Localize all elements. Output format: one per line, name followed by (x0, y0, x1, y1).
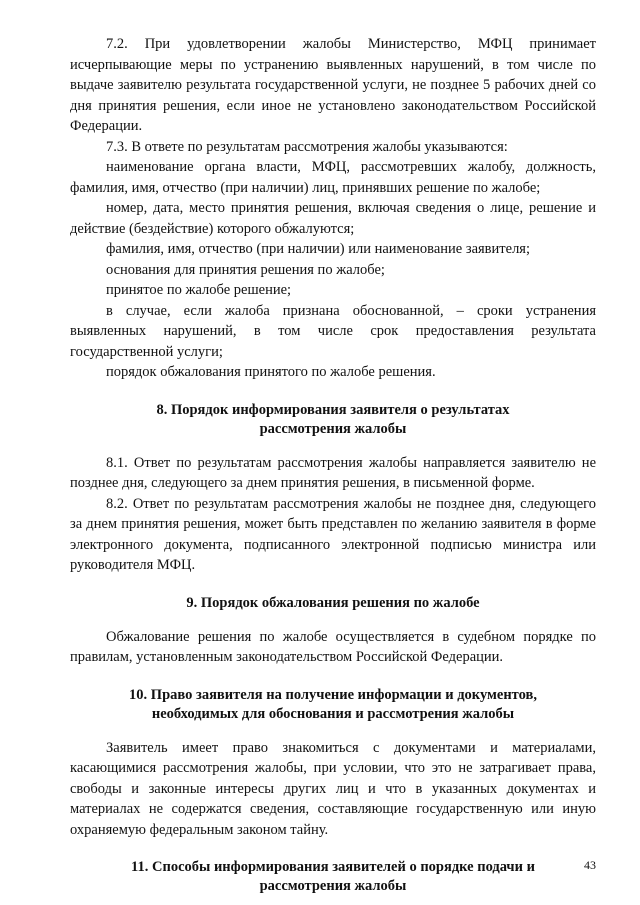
paragraph-8-1: 8.1. Ответ по результатам рассмотрения жалобы направляется заявителю не позднее дня, следующего за днем принятия решения, в письменной форме. (70, 454, 596, 491)
paragraph-10: Заявитель имеет право знакомиться с документами и материалами, касающимися рассмотрения жалобы, при условии, что это не затрагивает права, свободы и законные интересы других лиц и что в указанных документах и материалах не содержатся сведения, составляющие государственную или иную охраняемую федеральным законом тайну. (70, 739, 596, 838)
paragraph-8-2: 8.2. Ответ по результатам рассмотрения жалобы не позднее дня, следующего за днем принятия решения, может быть представлен по желанию заявителя в форме электронного документа, подписанного электронной подписью министра или руководителя МФЦ. (70, 495, 596, 573)
section-8-heading-line-2: рассмотрения жалобы (259, 420, 407, 437)
page-number: 43 (584, 858, 596, 872)
section-9-heading: 9. Порядок обжалования решения по жалобе (186, 594, 480, 611)
document-page (70, 34, 596, 896)
paragraph-7-3-item-2: номер, дата, место принятия решения, включая сведения о лице, решение и действие (бездействие) которого обжалуются; (70, 200, 596, 237)
paragraph-7-3-item-4: основания для принятия решения по жалобе; (106, 261, 385, 278)
paragraph-7-3-item-5: принятое по жалобе решение; (106, 282, 292, 298)
paragraph-7-3-item-6: в случае, если жалоба признана обоснованной, – сроки устранения выявленных нарушений, в том числе срок предоставления результата государственной услуги; (70, 302, 596, 360)
paragraph-7-3: 7.3. В ответе по результатам рассмотрения жалобы указываются: (106, 138, 508, 155)
section-10-heading-line-1: 10. Право заявителя на получение информации и документов, (129, 686, 537, 703)
section-11-heading-line-1: 11. Способы информирования заявителей о порядке подачи и (131, 859, 535, 875)
section-10-heading-line-2: необходимых для обоснования и рассмотрения жалобы (151, 705, 515, 722)
section-8-heading-line-1: 8. Порядок информирования заявителя о результатах (156, 401, 510, 418)
paragraph-7-2: 7.2. При удовлетворении жалобы Министерство, МФЦ принимает исчерпывающие меры по устранению выявленных нарушений, в том числе по выдаче заявителю результата государственной услуги, не позднее 5 рабочих дней со дня принятия решения, если иное не установлено законодательством Российской Федерации. (70, 36, 596, 134)
paragraph-7-3-item-1: наименование органа власти, МФЦ, рассмотревших жалобу, должность, фамилия, имя, отчество (при наличии) лиц, принявших решение по жалобе; (70, 159, 596, 196)
paragraph-9: Обжалование решения по жалобе осуществляется в судебном порядке по правилам, установленным законодательством Российской Федерации. (70, 628, 596, 665)
paragraph-7-3-item-3: фамилия, имя, отчество (при наличии) или наименование заявителя; (106, 241, 530, 257)
section-11-heading-line-2: рассмотрения жалобы (259, 878, 407, 894)
paragraph-7-3-item-7: порядок обжалования принятого по жалобе решения. (106, 364, 436, 380)
